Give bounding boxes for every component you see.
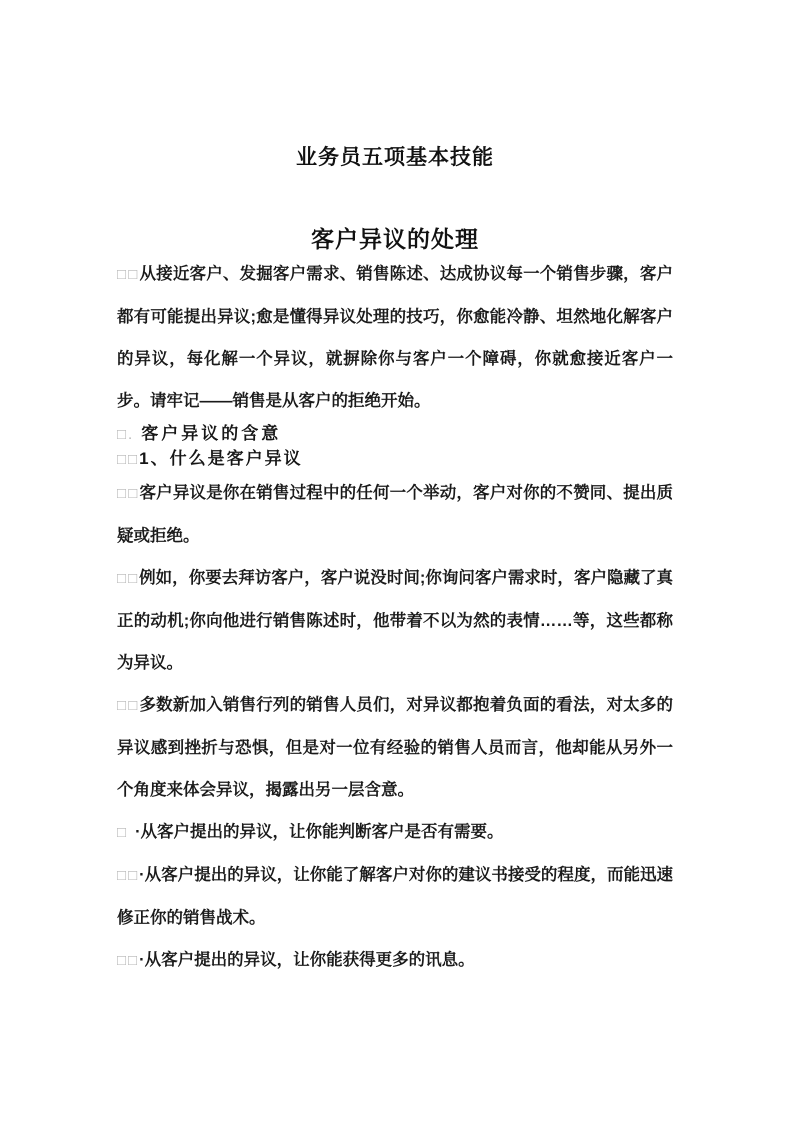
bullet-more-information [117, 939, 673, 982]
paragraph-attitudes-text: 多数新加入销售行列的销售人员们，对异议都抱着负面的看法，对太多的异议感到挫折与恐惧，但是对一位有经验的销售人员而言，他却能从另外一个角度来体会异议，揭露出另一层含意。 [117, 696, 674, 799]
missing-glyph-boxes: □□ [117, 867, 140, 884]
missing-glyph-boxes: □□ [117, 485, 140, 502]
paragraph-intro [117, 253, 673, 422]
missing-glyph-box: □. [117, 426, 135, 443]
subsection-heading-label: 1、什么是客户异议 [139, 449, 303, 468]
paragraph-intro-text: 从接近客户、发掘客户需求、销售陈述、达成协议每一个销售步骤，客户都有可能提出异议;愈是懂得异议处理的技巧，你愈能冷静、坦然地化解客户的异议，每化解一个异议，就摒除你与客户一个障碍，你就愈接近客户一步。请牢记——销售是从客户的拒绝开始。 [117, 265, 674, 410]
section-heading-label: 客户异议的含意 [141, 424, 282, 443]
paragraph-definition-text: 客户异议是你在销售过程中的任何一个举动，客户对你的不赞同、提出质疑或拒绝。 [117, 484, 674, 545]
bullet-judge-need [117, 811, 673, 854]
missing-glyph-boxes: □□ [117, 697, 140, 714]
chapter-title: 客户异议的处理 [311, 226, 479, 252]
missing-glyph-boxes: □□ [117, 570, 140, 587]
missing-glyph-boxes: □□ [117, 266, 140, 283]
missing-glyph-box: □ [117, 824, 129, 841]
bullet-more-information-text: ·从客户提出的异议，让你能获得更多的讯息。 [139, 951, 475, 969]
missing-glyph-boxes: □□ [117, 451, 140, 468]
bullet-judge-need-text: ·从客户提出的异议，让你能判断客户是否有需要。 [135, 823, 504, 841]
missing-glyph-boxes: □□ [117, 952, 140, 969]
paragraph-definition [117, 472, 673, 557]
subsection-heading-what-is-objection [117, 447, 673, 472]
section-heading-meaning-of-objections [117, 422, 673, 447]
paragraph-attitudes [117, 684, 673, 811]
document-title: 业务员五项基本技能 [296, 146, 494, 169]
paragraph-examples-text: 例如，你要去拜访客户，客户说没时间;你询问客户需求时，客户隐藏了真正的动机;你向他进行销售陈述时，他带着不以为然的表情……等，这些都称为异议。 [117, 569, 674, 672]
paragraph-examples [117, 557, 673, 684]
bullet-acceptance-level-text: ·从客户提出的异议，让你能了解客户对你的建议书接受的程度，而能迅速修正你的销售战术。 [117, 866, 674, 927]
bullet-acceptance-level [117, 854, 673, 939]
